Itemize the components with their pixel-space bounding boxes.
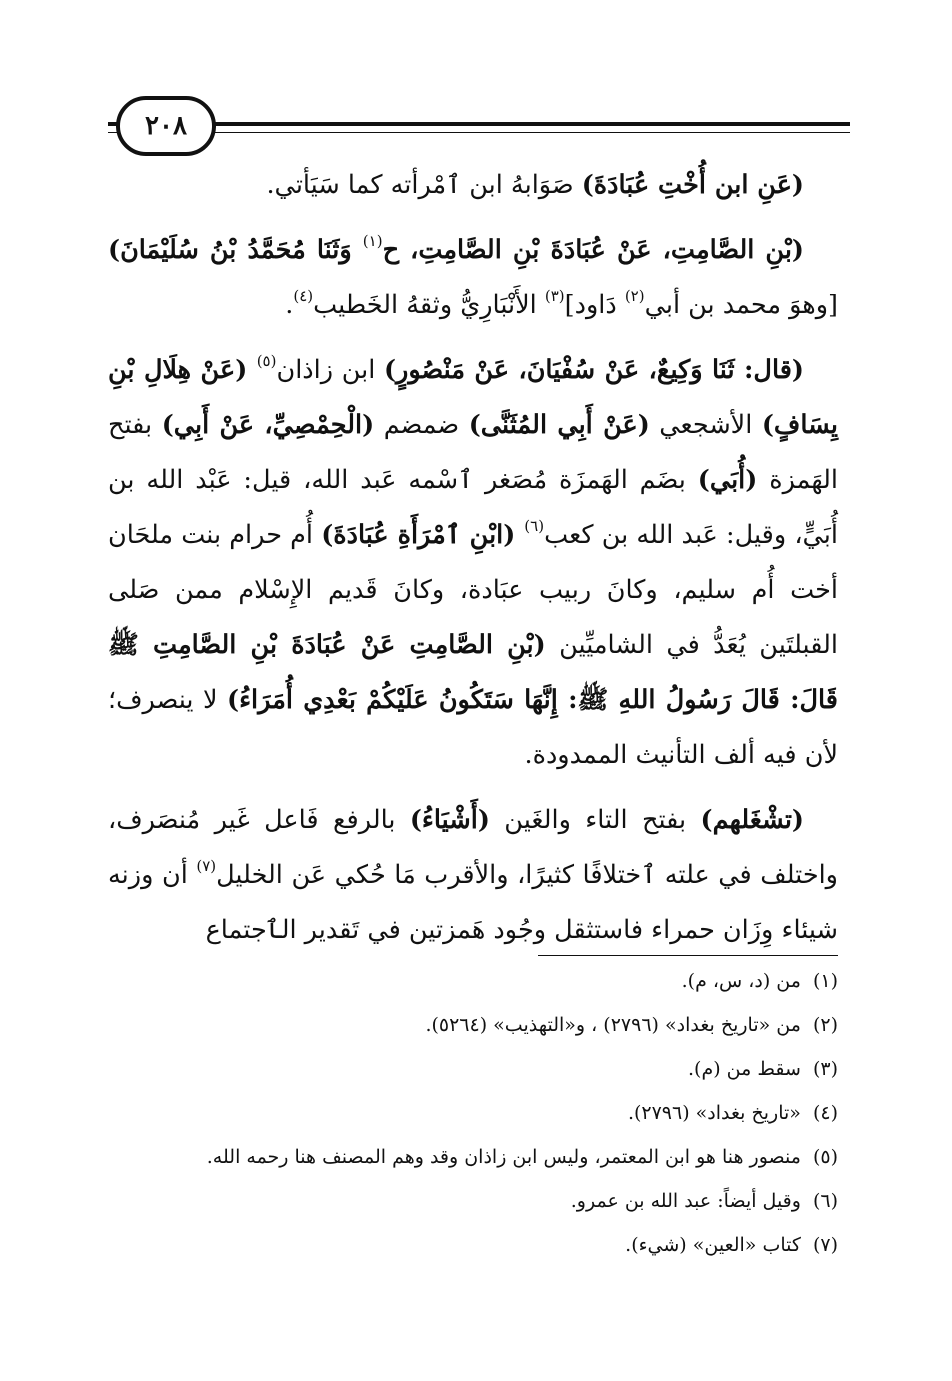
footnote-text: وقيل أيضاً: عبد الله بن عمرو. — [570, 1190, 801, 1212]
footnote-number: (٥) — [812, 1146, 838, 1168]
footnote-item — [108, 1056, 838, 1082]
footnote-ref-6[interactable]: (٦) — [524, 517, 545, 535]
header-rule-thin — [108, 132, 850, 133]
main-text — [108, 158, 838, 968]
commentary-text: الأشجعي — [649, 410, 762, 440]
footnote-item — [108, 1144, 838, 1170]
matn-text: (بْنِ الصَّامِتِ، عَنْ عُبَادَةَ بْنِ الصَّامِتِ، ح — [382, 235, 804, 265]
paragraph-2 — [108, 223, 838, 333]
footnote-text: من «تاريخ بغداد» (٢٧٩٦) ، و«التهذيب» (٥٢٦٤). — [425, 1014, 801, 1036]
footnote-text: من (د، س، م). — [681, 970, 801, 992]
matn-text: وَثَنَا مُحَمَّدُ بْنُ سُلَيْمَانَ) — [108, 235, 363, 265]
commentary-text: بفتح التاء والغَين — [489, 805, 701, 835]
footnote-number: (٢) — [812, 1014, 838, 1036]
paragraph-3 — [108, 343, 838, 783]
footnote-ref-2[interactable]: (٢) — [624, 287, 645, 305]
commentary-text: ابن زاذان — [276, 355, 384, 385]
matn-text: (عَنِ ابن أُخْتِ عُبَادَةَ) — [581, 170, 804, 200]
footnote-text: منصور هنا هو ابن المعتمر، وليس ابن زاذان وقد وهم المصنف هنا رحمه الله. — [206, 1146, 801, 1168]
commentary-text: بالرفع فَاعل غَير مُنصَرف، واختلف في علته ٱختلافًا كثيرًا، والأقرب مَا حُكي عَن الخليل — [108, 805, 838, 890]
footnote-ref-1[interactable]: (١) — [362, 232, 383, 250]
page-header — [108, 88, 850, 156]
commentary-text: بضَم الهَمزَة مُصَغر ٱسْمه عَبد الله، قيل: عَبْد الله بن أُبَيٍّ، وقيل: عَبد الله بن كعب — [108, 465, 838, 550]
commentary-text: أُم حرام بنت ملحَان أخت أُم سليم، وكانَ ربيب عبَادة، وكانَ قَديم الإِسْلام ممن صَلى القبلتَين يُعَدُّ في الشاميِّين — [108, 520, 838, 660]
commentary-text: ضمضم — [374, 410, 469, 440]
footnote-item — [108, 968, 838, 994]
commentary-text: لا ينصرف؛ لأن فيه ألف التأنيث الممدودة. — [108, 685, 838, 770]
header-rule-thick — [108, 122, 850, 126]
footnote-number: (٣) — [812, 1058, 838, 1080]
footnote-ref-4[interactable]: (٤) — [293, 287, 314, 305]
commentary-text: أن وزنه شيئاء وِزَان حمراء فاستثقل وجُود هَمزتين في تَقدير الٱجتماع — [108, 860, 838, 945]
footnote-text: كتاب «العين» (شيء). — [625, 1234, 801, 1256]
footnote-ref-5[interactable]: (٥) — [256, 352, 277, 370]
matn-text: (الْحِمْصِيِّ، عَنْ أَبِي) — [161, 410, 375, 440]
matn-text: (ابْنِ ٱمْرَأَةِ عُبَادَةَ) — [321, 520, 525, 550]
matn-text: (أَشْيَاءُ) — [409, 805, 490, 835]
matn-text: (عَنْ أَبِي المُثَنَّى) — [468, 410, 650, 440]
footnote-ref-3[interactable]: (٣) — [544, 287, 565, 305]
matn-text: (قال: ثَنَا وَكِيعٌ، عَنْ سُفْيَانَ، عَنْ مَنْصُورٍ) — [383, 355, 804, 385]
footnote-item — [108, 1232, 838, 1258]
footnotes — [108, 968, 838, 1276]
footnote-number: (١) — [812, 970, 838, 992]
matn-text: (بْنِ الصَّامِتِ عَنْ عُبَادَةَ بْنِ الصَّامِتِ ﷺ قَالَ: قَالَ رَسُولُ اللهِ ﷺ: إِنَّهَا سَتَكُونُ عَلَيْكُمْ بَعْدِي أُمَرَاءُ) — [108, 630, 838, 715]
page-number: ٢٠٨ — [116, 96, 216, 156]
footnote-separator — [538, 955, 838, 956]
footnote-item — [108, 1100, 838, 1126]
commentary-text: بفتح الهَمزة — [108, 410, 838, 495]
matn-text: (عَنْ هِلَالِ بْنِ يِسَافٍ) — [108, 355, 838, 440]
footnote-text: «تاريخ بغداد» (٢٧٩٦). — [627, 1102, 801, 1124]
footnote-number: (٦) — [812, 1190, 838, 1212]
footnote-item — [108, 1188, 838, 1214]
footnote-text: سقط من (م). — [688, 1058, 801, 1080]
paragraph-1 — [108, 158, 838, 213]
footnote-ref-7[interactable]: (٧) — [196, 857, 217, 875]
commentary-text: . — [285, 290, 294, 320]
commentary-text: صَوَابهُ ابن ٱمْرأته كما سَيَأتي. — [266, 170, 582, 200]
commentary-text: [وهوَ محمد بن أبي — [644, 290, 838, 320]
matn-text: (تشْغَلهم) — [700, 805, 804, 835]
footnote-item — [108, 1012, 838, 1038]
footnote-number: (٤) — [812, 1102, 838, 1124]
paragraph-4 — [108, 793, 838, 958]
matn-text: (أُبَي) — [697, 465, 758, 495]
commentary-text: دَاود] — [564, 290, 625, 320]
footnote-number: (٧) — [812, 1234, 838, 1256]
commentary-text: الأَنْبَارِيُّ وثقهُ الخَطيب — [313, 290, 545, 320]
